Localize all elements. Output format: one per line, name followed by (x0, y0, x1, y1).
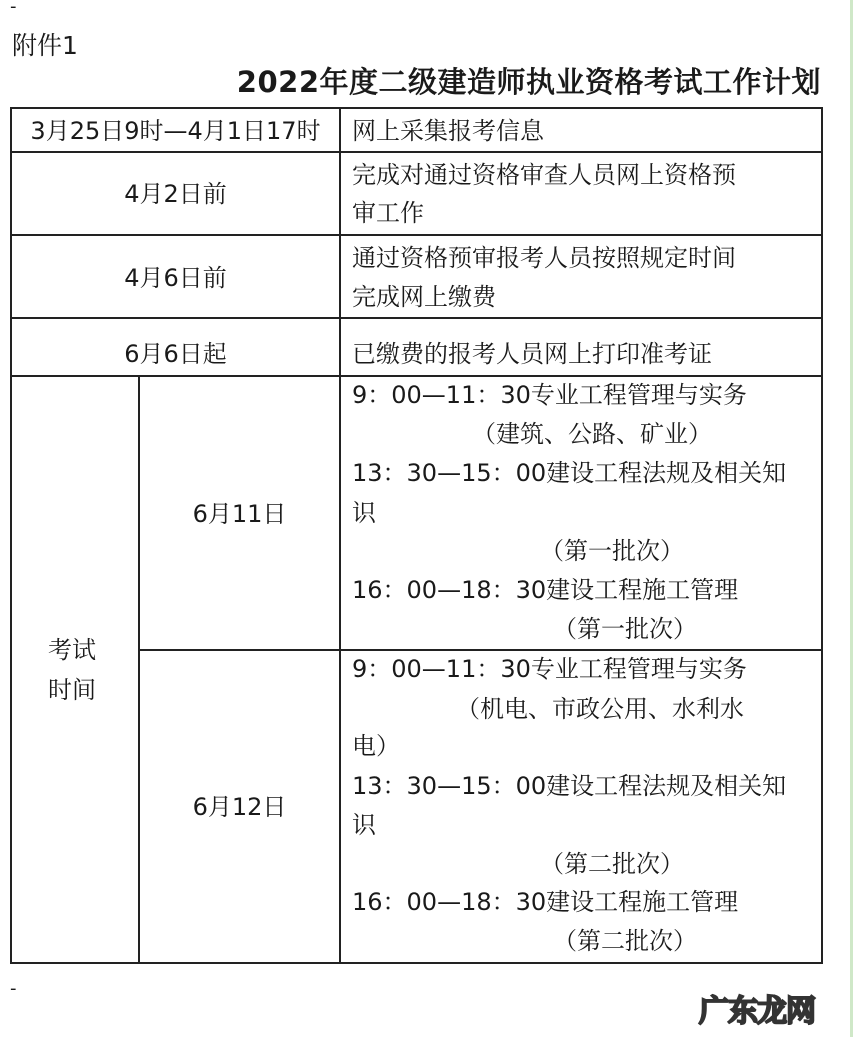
row-date: 4月2日前 (124, 180, 227, 208)
row-task: 已缴费的报考人员网上打印准考证 (352, 340, 712, 368)
exam-session: （第二批次） (540, 850, 684, 878)
exam-session: （第二批次） (553, 927, 697, 955)
top-mark: - (10, 0, 17, 17)
table-border (821, 107, 823, 964)
table-border (10, 962, 822, 964)
row-divider (10, 317, 822, 319)
row-task: 通过资格预审报考人员按照规定时间 (352, 244, 736, 272)
bottom-mark: - (10, 978, 17, 999)
row-divider (10, 375, 822, 377)
table-border (10, 107, 822, 109)
watermark: 广东龙网 (699, 994, 815, 1029)
exam-session: 16：00—18：30建设工程施工管理 (352, 576, 739, 604)
exam-session: 识 (352, 811, 376, 839)
row-task: 完成网上缴费 (352, 283, 496, 311)
row-date: 4月6日前 (124, 264, 227, 292)
column-divider (138, 375, 140, 964)
exam-time-label: 考试 (48, 636, 96, 664)
row-task: 完成对通过资格审查人员网上资格预 (352, 161, 736, 189)
row-task: 网上采集报考信息 (352, 117, 544, 145)
exam-date: 6月11日 (192, 500, 287, 528)
row-date: 3月25日9时—4月1日17时 (30, 117, 321, 145)
exam-session: 电） (352, 732, 400, 760)
exam-session: 13：30—15：00建设工程法规及相关知 (352, 772, 787, 800)
row-divider (10, 234, 822, 236)
exam-session: 9：00—11：30专业工程管理与实务 (352, 381, 747, 409)
exam-session: 13：30—15：00建设工程法规及相关知 (352, 459, 787, 487)
exam-session: （第一批次） (553, 615, 697, 643)
exam-session: 9：00—11：30专业工程管理与实务 (352, 655, 747, 683)
column-divider (339, 107, 341, 964)
exam-date: 6月12日 (192, 793, 287, 821)
exam-time-label: 时间 (48, 676, 96, 704)
exam-session: 识 (352, 499, 376, 527)
row-divider (138, 649, 822, 651)
exam-session: （第一批次） (540, 537, 684, 565)
row-date: 6月6日起 (124, 340, 227, 368)
document-title: 2022年度二级建造师执业资格考试工作计划 (236, 65, 821, 99)
table-border (10, 107, 12, 964)
attachment-label: 附件1 (12, 31, 78, 60)
row-task: 审工作 (352, 199, 424, 227)
exam-session: 16：00—18：30建设工程施工管理 (352, 888, 739, 916)
exam-session: （机电、市政公用、水利水 (456, 695, 744, 723)
row-divider (10, 151, 822, 153)
exam-session: （建筑、公路、矿业） (472, 420, 712, 448)
